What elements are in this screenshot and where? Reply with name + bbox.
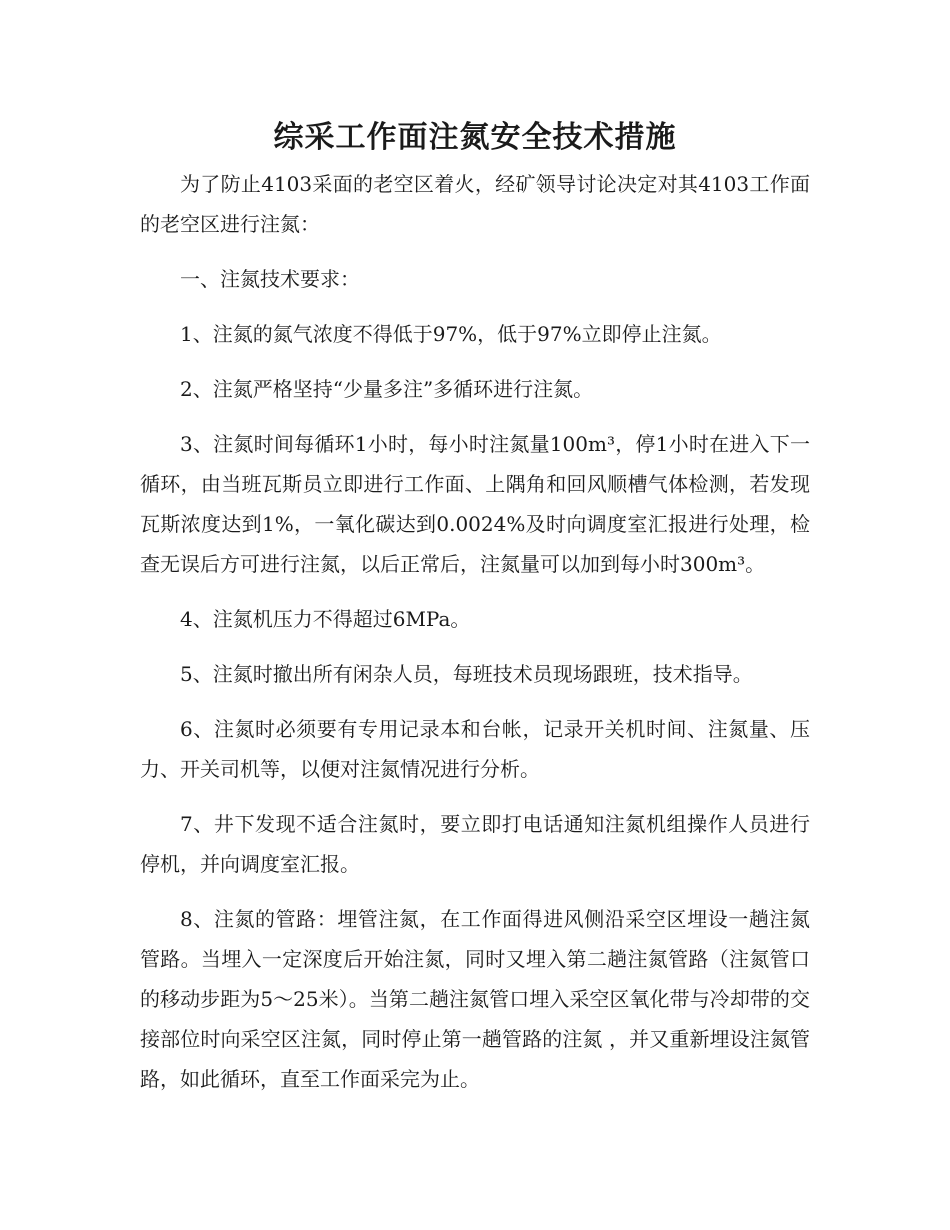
document-title: 综采工作面注氮安全技术措施 xyxy=(273,120,677,155)
paragraph-item-5: 5、注氮时撤出所有闲杂人员，每班技术员现场跟班，技术指导。 xyxy=(180,662,753,686)
paragraph-item-6: 6、注氮时必须要有专用记录本和台帐，记录开关机时间、注氮量、压力、开关司机等，以便对注氮情况进行分析。 xyxy=(140,717,810,781)
paragraph-section-heading: 一、注氮技术要求： xyxy=(180,267,360,291)
paragraph-item-8: 8、注氮的管路：埋管注氮，在工作面得进风侧沿采空区埋设一趟注氮管路。当埋入一定深度后开始注氮，同时又埋入第二趟注氮管路（注氮管口的移动步距为5～25米）。当第二趟注氮管口埋入采空区氧化带与冷却带的交接部位时向采空区注氮，同时停止第一趟管路的注氮 ，并又重新埋设注氮管路，如此循环，直至工作面采完为止。 xyxy=(140,907,810,1091)
paragraph-item-3: 3、注氮时间每循环1小时，每小时注氮量100m³，停1小时在进入下一循环，由当班瓦斯员立即进行工作面、上隅角和回风顺槽气体检测，若发现瓦斯浓度达到1%，一氧化碳达到0.0024%及时向调度室汇报进行处理，检查无误后方可进行注氮，以后正常后，注氮量可以加到每小时300m³。 xyxy=(140,432,810,576)
paragraph-item-1: 1、注氮的氮气浓度不得低于97%，低于97%立即停止注氮。 xyxy=(180,322,722,346)
paragraph-item-4: 4、注氮机压力不得超过6MPa。 xyxy=(180,607,471,631)
document-body xyxy=(140,164,810,1114)
paragraph-item-2: 2、注氮严格坚持“少量多注”多循环进行注氮。 xyxy=(180,377,594,401)
paragraph-intro: 为了防止4103采面的老空区着火，经矿领导讨论决定对其4103工作面的老空区进行注氮： xyxy=(140,172,810,236)
paragraph-item-7: 7、井下发现不适合注氮时，要立即打电话通知注氮机组操作人员进行停机，并向调度室汇报。 xyxy=(140,812,810,876)
